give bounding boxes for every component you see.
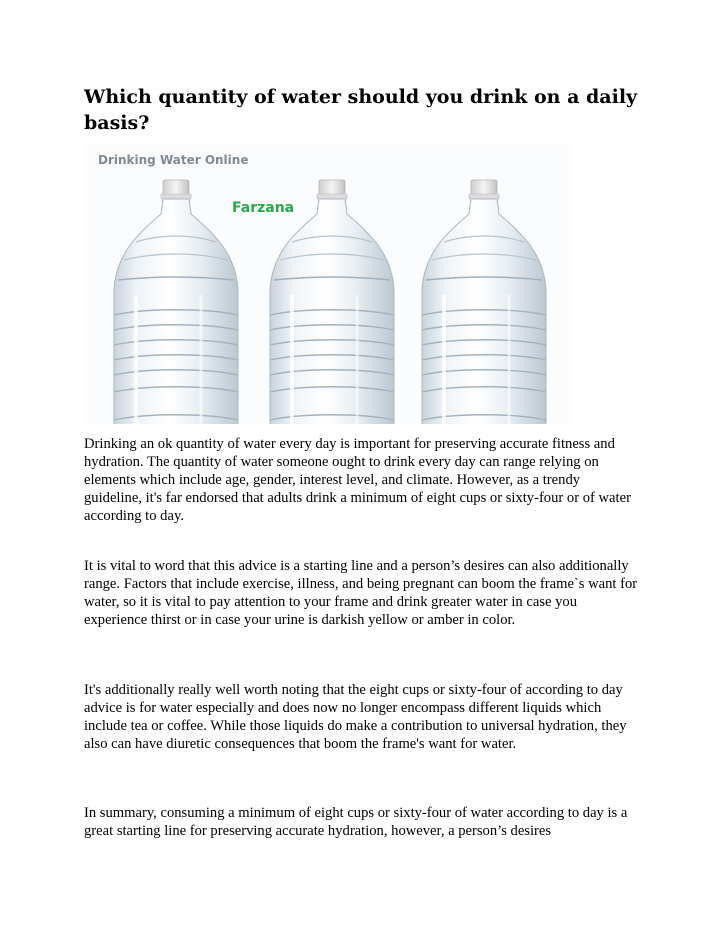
paragraph: It's additionally really well worth noting that the eight cups or sixty-four of according to day advice is for water especially and does now no longer encompass different liquids which include tea or coffee. While those liquids do make a contribution to universal hydration, they also can have diuretic consequences that boom the frame's want for water. [84,682,627,752]
paragraph: It is vital to word that this advice is a starting line and a person’s desires can also additionally range. Factors that include exercise, illness, and being pregnant can boom the frame`s want for water, so it is vital to pay attention to your frame and drink greater water in case you experience thirst or in case your urine is darkish yellow or amber in color. [84,558,638,628]
paragraph: In summary, consuming a minimum of eight cups or sixty-four of water according to day is a great starting line for preserving accurate hydration, however, a person’s desires [84,805,628,839]
water-bottles-image [84,145,572,424]
paragraph: Drinking an ok quantity of water every day is important for preserving accurate fitness and hydration. The quantity of water someone ought to drink every day can range relying on elements which include age, gender, interest level, and climate. However, as a trendy guideline, it's far endorsed that adults drink a minimum of eight cups or sixty-four or of water according to day. [84,436,631,524]
image-caption: Drinking Water Online [98,153,249,167]
article-title: Which quantity of water should you drink on a daily basis? [84,86,638,134]
brand-logo: Farzana [232,200,295,216]
